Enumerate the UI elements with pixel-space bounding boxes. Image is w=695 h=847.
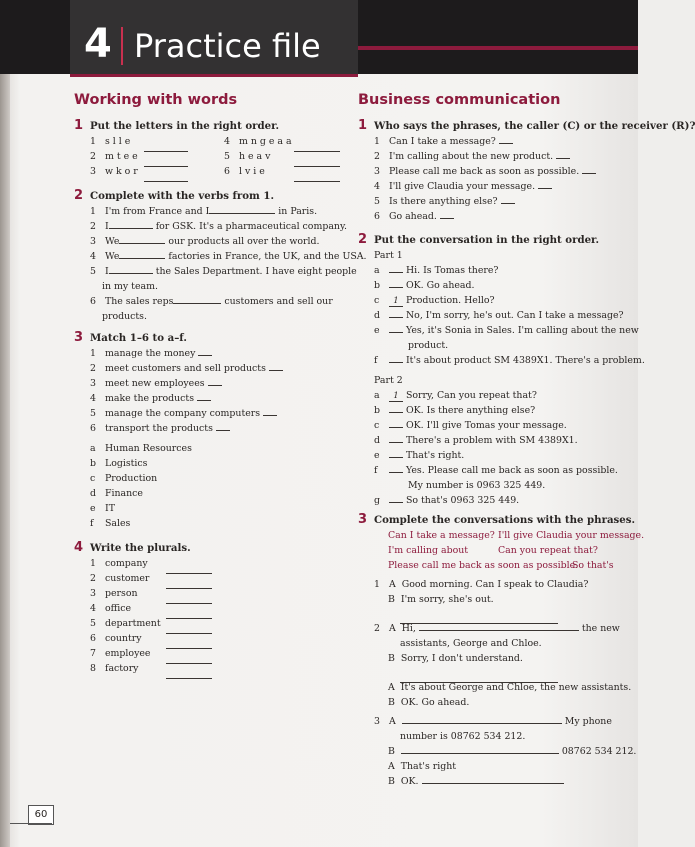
option-item: b Logistics (90, 458, 148, 469)
list-item: b OK. Go ahead. (374, 280, 475, 291)
part-label: Part 2 (374, 375, 403, 386)
list-item: 2 I'm calling about the new product. (374, 150, 570, 165)
answer-blank[interactable] (294, 143, 340, 152)
exercise-3-instruction: 3 Match 1–6 to a–f. (74, 330, 187, 345)
list-item: 4 office (90, 603, 132, 614)
list-item-continued: My number is 0963 325 449. (408, 480, 546, 491)
answer-blank[interactable] (389, 354, 403, 363)
list-item: b OK. Is there anything else? (374, 405, 536, 416)
answer-blank[interactable] (109, 265, 153, 274)
conversation-line: B I'm sorry, she's out. (388, 594, 494, 605)
list-item: 4 I'll give Claudia your message. (374, 180, 552, 195)
list-item: 5 Is there anything else? (374, 195, 515, 210)
conversation-line-continued: number is 08762 534 212. (400, 731, 526, 742)
list-item: 1 s l l e (90, 136, 131, 147)
header-accent-line-right (358, 46, 638, 50)
list-item: 6 Go ahead. (374, 210, 454, 225)
phrase-box-item: Can I take a message? (388, 530, 495, 541)
list-item: 3 We our products all over the world. (90, 236, 320, 247)
answer-blank[interactable] (269, 362, 283, 371)
list-item: 3 person (90, 588, 138, 599)
exercise-4 (74, 540, 342, 674)
answer-blank[interactable] (402, 715, 562, 724)
answer-blank[interactable] (166, 670, 212, 679)
conversation-line: B 08762 534 212. (388, 746, 637, 757)
answer-blank[interactable] (538, 180, 552, 189)
part-label: Part 1 (374, 250, 403, 261)
page-title: Practice file (134, 27, 321, 65)
section-heading-business-communication: Business communication (358, 92, 561, 108)
answer-blank[interactable] (389, 279, 403, 288)
list-item: 6 l v i e (224, 166, 265, 177)
option-item: f Sales (90, 518, 131, 529)
list-item: 1 I'm from France and I in Paris. (90, 206, 318, 217)
exercise-1 (358, 118, 695, 222)
answer-blank[interactable] (119, 250, 165, 259)
phrase-box-item: Please call me back as soon as possible. (388, 560, 579, 571)
list-item-continued: in my team. (102, 281, 158, 292)
answer-blank[interactable] (166, 640, 212, 649)
answer-blank[interactable] (440, 210, 454, 219)
answer-blank[interactable] (263, 407, 277, 416)
answer-blank[interactable] (556, 150, 570, 159)
list-item: 6 The sales reps customers and sell our (90, 296, 333, 307)
answer-blank[interactable] (294, 158, 340, 167)
conversation-line: A It's about George and Chloe, the new assistants. (388, 682, 632, 693)
exercise-1 (74, 118, 342, 177)
list-item: 3 Please call me back as soon as possible. (374, 165, 596, 180)
answer-blank[interactable] (389, 324, 403, 333)
answer-blank[interactable] (166, 565, 212, 574)
list-item: d There's a problem with SM 4389X1. (374, 435, 578, 446)
exercise-3 (358, 512, 645, 787)
answer-blank[interactable] (144, 143, 188, 152)
list-item: a 1 Sorry, Can you repeat that? (374, 390, 537, 401)
list-item: 1 company (90, 558, 148, 569)
answer-blank[interactable] (582, 165, 596, 174)
list-item: 5 department (90, 618, 161, 629)
answer-blank[interactable] (166, 610, 212, 619)
option-item: e IT (90, 503, 115, 514)
answer-blank[interactable] (166, 580, 212, 589)
conversation-line: B OK. (388, 775, 564, 790)
answer-filled[interactable]: 1 (389, 392, 403, 402)
answer-blank[interactable] (389, 434, 403, 443)
exercise-2-instruction: 2 Complete with the verbs from 1. (74, 188, 275, 203)
exercise-3 (74, 330, 342, 529)
list-item: d No, I'm sorry, he's out. Can I take a message? (374, 310, 624, 321)
list-item: c 1 Production. Hello? (374, 295, 495, 306)
answer-blank[interactable] (501, 195, 515, 204)
answer-blank[interactable] (209, 205, 275, 214)
answer-blank[interactable] (389, 264, 403, 273)
page-number-rule (10, 823, 52, 824)
list-item: 5 h e a v (224, 151, 271, 162)
list-item: a Hi. Is Tomas there? (374, 265, 499, 276)
answer-blank[interactable] (208, 377, 222, 386)
answer-blank[interactable] (109, 220, 153, 229)
conversation-line: B OK. Go ahead. (388, 697, 470, 708)
list-item: 3 w k o r (90, 166, 138, 177)
answer-filled[interactable]: 1 (389, 297, 403, 307)
option-item: d Finance (90, 488, 143, 499)
answer-blank[interactable] (389, 309, 403, 318)
phrase-box-item: Can you repeat that? (498, 545, 598, 556)
answer-blank[interactable] (198, 347, 212, 356)
exercise-1-instruction: 1 Who says the phrases, the caller (C) or the receiver (R)? (358, 118, 695, 133)
list-item: 2 customer (90, 573, 150, 584)
answer-blank[interactable] (294, 173, 340, 182)
list-item: 1 Can I take a message? (374, 135, 513, 150)
answer-blank[interactable] (389, 449, 403, 458)
list-item: 6 country (90, 633, 142, 644)
conversation-line: 1 A Good morning. Can I speak to Claudia? (374, 579, 589, 590)
list-item: 1 manage the money (90, 347, 212, 362)
list-item-continued: products. (102, 311, 147, 322)
phrase-box-item: I'm calling about (388, 545, 469, 556)
answer-blank[interactable] (144, 173, 188, 182)
list-item: g So that's 0963 325 449. (374, 495, 520, 506)
list-item: 4 We factories in France, the UK, and the USA. (90, 251, 367, 262)
list-item: f Yes. Please call me back as soon as possible. (374, 465, 618, 476)
conversation-line: 2 A Hi, the new (374, 623, 620, 634)
list-item: 2 I for GSK. It's a pharmaceutical company. (90, 221, 347, 232)
conversation-line-continued: assistants, George and Chloe. (400, 638, 542, 649)
page-binding (0, 0, 10, 847)
exercise-2 (74, 188, 367, 322)
answer-blank[interactable] (119, 235, 165, 244)
section-heading-working-with-words: Working with words (74, 92, 238, 108)
conversation-line: A That's right (388, 761, 457, 772)
answer-blank[interactable] (419, 622, 579, 631)
list-item: c OK. I'll give Tomas your message. (374, 420, 567, 431)
list-item: 2 meet customers and sell products (90, 362, 283, 377)
list-item: e Yes, it's Sonia in Sales. I'm calling about the new (374, 325, 639, 336)
answer-blank[interactable] (389, 404, 403, 413)
list-item: 7 employee (90, 648, 151, 659)
option-item: a Human Resources (90, 443, 192, 454)
answer-blank[interactable] (389, 494, 403, 503)
list-item: 5 manage the company computers (90, 407, 277, 422)
answer-blank[interactable] (422, 775, 564, 784)
chapter-number: 4 (84, 21, 112, 67)
list-item: 3 meet new employees (90, 377, 222, 392)
page-number: 60 (28, 805, 54, 825)
conversation-line: B Sorry, I don't understand. (388, 653, 523, 664)
answer-blank[interactable] (173, 295, 221, 304)
list-item: 2 m t e e (90, 151, 138, 162)
answer-blank[interactable] (499, 135, 513, 144)
option-item: c Production (90, 473, 158, 484)
conversation-line: 3 A My phone (374, 716, 612, 727)
answer-blank[interactable] (389, 464, 403, 473)
list-item: f It's about product SM 4389X1. There's a problem. (374, 355, 645, 366)
phrase-box-item: So that's (572, 560, 614, 571)
answer-blank[interactable] (389, 419, 403, 428)
exercise-2 (358, 232, 645, 506)
list-item: 4 make the products (90, 392, 211, 407)
phrase-box-item: I'll give Claudia your message. (498, 530, 645, 541)
list-item: e That's right. (374, 450, 465, 461)
answer-blank[interactable] (197, 392, 211, 401)
list-item: 6 transport the products (90, 422, 230, 437)
chapter-divider (121, 27, 123, 65)
list-item-continued: product. (408, 340, 449, 351)
header-accent-line (70, 74, 358, 77)
exercise-2-instruction: 2 Put the conversation in the right order. (358, 232, 600, 247)
answer-blank[interactable] (166, 625, 212, 634)
exercise-3-instruction: 3 Complete the conversations with the phrases. (358, 512, 636, 527)
answer-blank[interactable] (166, 655, 212, 664)
list-item: 8 factory (90, 663, 139, 674)
answer-blank[interactable] (216, 422, 230, 431)
list-item: 5 I the Sales Department. I have eight people (90, 266, 357, 277)
answer-blank[interactable] (144, 158, 188, 167)
answer-blank[interactable] (401, 745, 559, 754)
exercise-4-instruction: 4 Write the plurals. (74, 540, 191, 555)
list-item: 4 m n g e a a (224, 136, 292, 147)
answer-blank[interactable] (166, 595, 212, 604)
exercise-1-instruction: 1 Put the letters in the right order. (74, 118, 280, 133)
